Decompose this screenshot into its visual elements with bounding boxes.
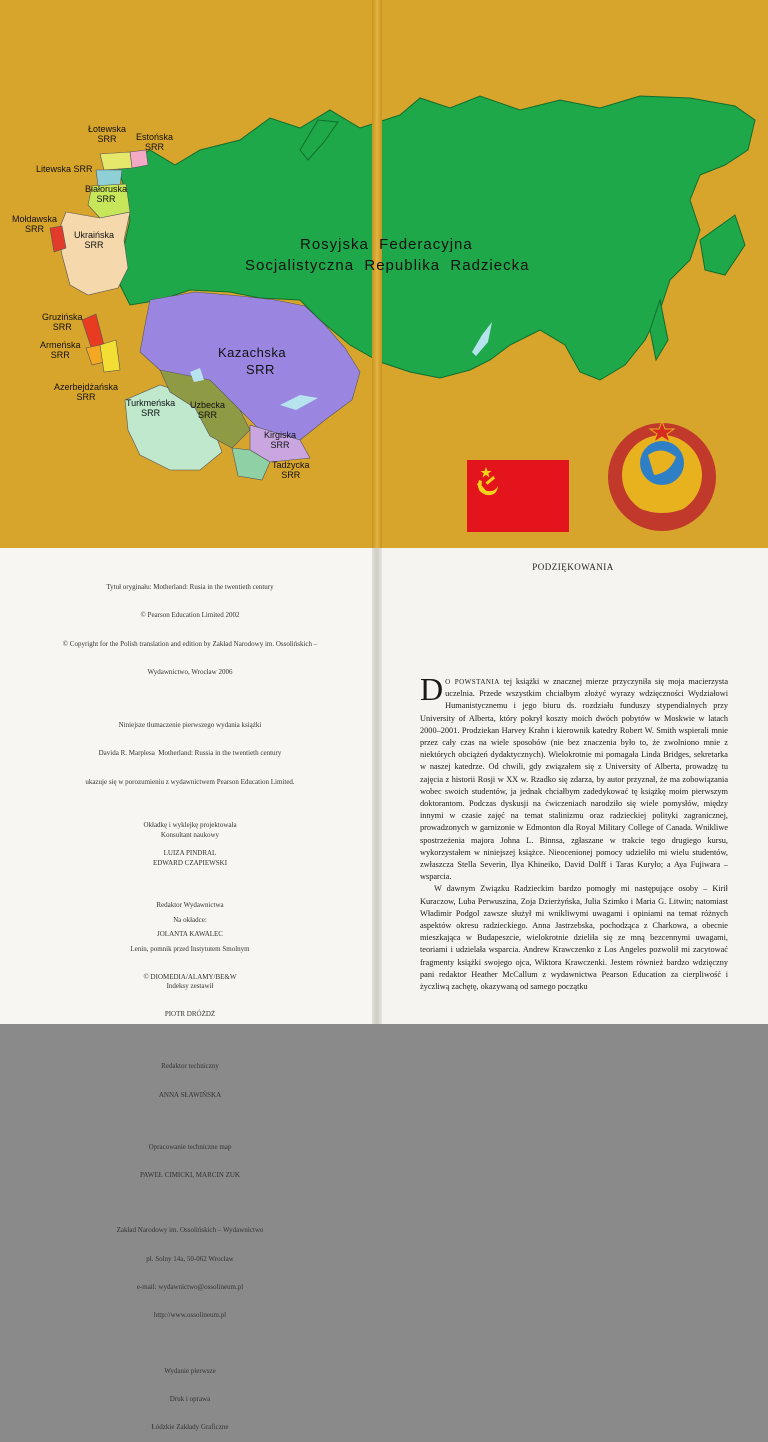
credit-line: e-mail: wydawnictwo@ossolineum.pl: [136, 1283, 244, 1291]
map-label-kyrgyz: Kirgiska SRR: [264, 430, 297, 451]
map-label-belarus: Białoruska SRR: [85, 184, 128, 205]
azerbaijan-region: [100, 340, 120, 372]
map-label-kazakh-1: Kazachska: [218, 345, 287, 360]
credit-line: Indeksy zestawił: [166, 981, 214, 990]
credit-line: Łódzkie Zakłady Graficzne: [151, 1423, 229, 1432]
credit-spacer: [10, 1119, 370, 1124]
imprint-spacer: [10, 696, 370, 702]
map-label-russia-1: Rosyjska Federacyjna: [300, 236, 473, 253]
credit-line: Druk i oprawa: [169, 1394, 211, 1403]
smallcaps-opening: O POWSTANIA: [445, 678, 500, 686]
map-label-armenia: Armeńska SRR: [40, 340, 81, 361]
imprint-line: © Pearson Education Limited 2002: [140, 611, 240, 620]
estonia-region: [130, 150, 148, 168]
map-label-ukraine: Ukraińska SRR: [74, 230, 115, 251]
credit-line: Zakład Narodowy im. Ossolińskich – Wydawnictwo: [116, 1226, 264, 1235]
paragraph-2: W dawnym Związku Radzieckim bardzo pomogły mi następujące osoby – Kirił Kuraczow, Luba Perwuszina, Zoja Dzierżyńska, Julia Szimko i Maria G. Litwin; natomiast Władimir Podgol zawsze służył mi wnikliwymi uwagami i opiniami na temat różnych aspektów okresu radzieckiego. Anna Jastrzebska, pochodząca z Charkowa, a obecnie mieszkająca w Budapeszcie, wielokrotnie dzieliła się ze mną bezcennymi uwagami, teoriami i udzielała wsparcia. Andrew Krawczenko z Los Angeles pozwolił mi zacytować fragmenty książki swojego ojca, Wiktora Krawczenki. Jestem również bardzo wdzięczny pani redaktor Heather McCallum z wydawnictwa Pearson Education za cierpliwość i życzliwą zachętę, okazywaną od samego początku: [420, 884, 728, 992]
credit-line: http://www.ossolineum.pl: [153, 1311, 227, 1320]
imprint-line: Konsultant naukowy: [160, 830, 220, 839]
credit-spacer: [10, 958, 370, 963]
map-label-azerbaijan: Azerbejdżańska SRR: [54, 382, 119, 403]
credit-line: pl. Solny 14a, 50-062 Wrocław: [146, 1254, 234, 1263]
credit-spacer: [10, 1200, 370, 1208]
imprint-line: Niniejsze tłumaczenie pierwszego wydania książki: [118, 721, 262, 729]
credit-line: PAWEŁ CIMICKI, MARCIN ZUK: [140, 1171, 240, 1180]
body-text: [420, 671, 729, 993]
credit-line: PIOTR DRÓŻDŻ: [164, 1010, 216, 1019]
imprint-line: Tytuł oryginału: Motherland: Rusia in the twentieth century: [106, 582, 274, 591]
credit-line: Redaktor Wydawnictwa: [156, 901, 224, 910]
paragraph-1-text: tej książki w znacznej mierze przyczyniła się moja macierzysta uczelnia. Przede wszystkim chciałbym złożyć wyrazy wdzięczności Wydziałowi Humanistycznemu i jego biuru ds. rozdziału funduszy stypendialnych przy University of Alberta, który pokrył koszty moich dwóch pobytów w Moskwie w latach 2000–2001. Prodziekan Harvey Krahn i kierownik katedry Robert W. Smith wspierali mnie przez cały czas na wiele sposobów (nie bez znaczenia było to, że zwolniono mnie z niektórych obciążeń dydaktycznych). Wielokrotnie mi pomagała Linda Bridges, sekretarka w naszej katedrze. Od chwili, gdy związałem się z University of Alberta, prowadzę tu zajęcia z historii Rosji w XX w. Rzadko się zdarza, by autor przyznał, że ma zobowiązania wobec swoich studentów, ja jednak chciałbym zadedykować tę książkę moim pierwszym doktorantom. Podczas dyskusji na ćwiczeniach narodziło się wiele pomysłów, między innymi w czasie zajęć na temat stalinizmu oraz radzieckiej polityki zagranicznej, prowadzonych w garnizonie w Edmonton dla Royal Military College of Canada. Wnikliwe spostrzeżenia majora Johna L. Binnsa, zgłaszane w trakcie tego drugiego kursu, wykorzystałem w niniejszej książce. Nieocenionej pomocy udzieliło mi wielu studentów, zwłaszcza Stella Severin, Ilya Khineiko, David Dolff i Taras Kuryło; a Aya Fujiwara – wsparcia.: [420, 677, 729, 882]
credit-line: LUIZA PINDRAL: [163, 849, 217, 858]
credit-spacer: [10, 1039, 370, 1044]
map-label-moldova: Mołdawska SRR: [12, 214, 58, 235]
imprint-line: Wydawnictwo, Wrocław 2006: [147, 667, 233, 676]
credit-line: ANNA SŁAWIŃSKA: [158, 1090, 222, 1099]
map-label-lithuania: Litewska SRR: [36, 164, 93, 174]
map-label-estonia: Estońska SRR: [136, 132, 174, 153]
page-title: PODZIĘKOWANIA: [532, 562, 614, 572]
ukraine-region: [58, 212, 130, 295]
imprint-line: EDWARD CZAPIEWSKI: [152, 859, 228, 868]
imprint-line: © Copyright for the Polish translation and edition by Zakład Narodowy im. Ossolińskich –: [62, 639, 318, 648]
credit-spacer: [10, 1340, 370, 1348]
soviet-emblem-icon: [604, 415, 720, 535]
map-label-uzbek: Uzbecka SRR: [190, 400, 226, 421]
imprint-line: © DIOMEDIA/ALAMY/BE&W: [143, 972, 237, 981]
imprint-line: ukazuje się w porozumieniu z wydawnictwem Pearson Education Limited.: [85, 777, 295, 786]
latvia-region: [100, 152, 132, 170]
map-label-georgia: Gruzińska SRR: [42, 312, 83, 333]
map-label-russia-2: Socjalistyczna Republika Radziecka: [245, 257, 530, 274]
kamchatka-peninsula: [700, 215, 745, 275]
hammer-sickle-icon: [467, 460, 569, 532]
imprint-line: Na okładce:: [173, 916, 207, 925]
imprint-line: Davida R. Marplesa Motherland: Russia in the twentieth century: [98, 749, 282, 758]
soviet-flag: [467, 460, 569, 532]
credit-line: Redaktor techniczny: [161, 1062, 219, 1071]
imprint-line: Lenin, pomnik przed Instytutem Smolnym: [130, 944, 250, 953]
credit-spacer: [10, 878, 370, 883]
map-label-latvia: Łotewska SRR: [88, 124, 127, 145]
paragraph-1: [420, 671, 729, 883]
credit-line: Wydanie pierwsze: [164, 1366, 216, 1375]
credit-line: JOLANTA KAWALEC: [157, 929, 223, 938]
map-label-tajik: Tadżycka SRR: [272, 460, 310, 481]
credit-line: Opracowanie techniczne map: [148, 1142, 232, 1151]
map-label-kazakh-2: SRR: [246, 362, 275, 377]
drop-cap: D: [420, 671, 444, 707]
book-gutter: [372, 548, 382, 1024]
credits-block: [10, 802, 370, 1442]
credit-line: Okładkę i wyklejkę projektowała: [143, 820, 237, 829]
map-label-turkmen: Turkmeńska SRR: [126, 398, 176, 419]
